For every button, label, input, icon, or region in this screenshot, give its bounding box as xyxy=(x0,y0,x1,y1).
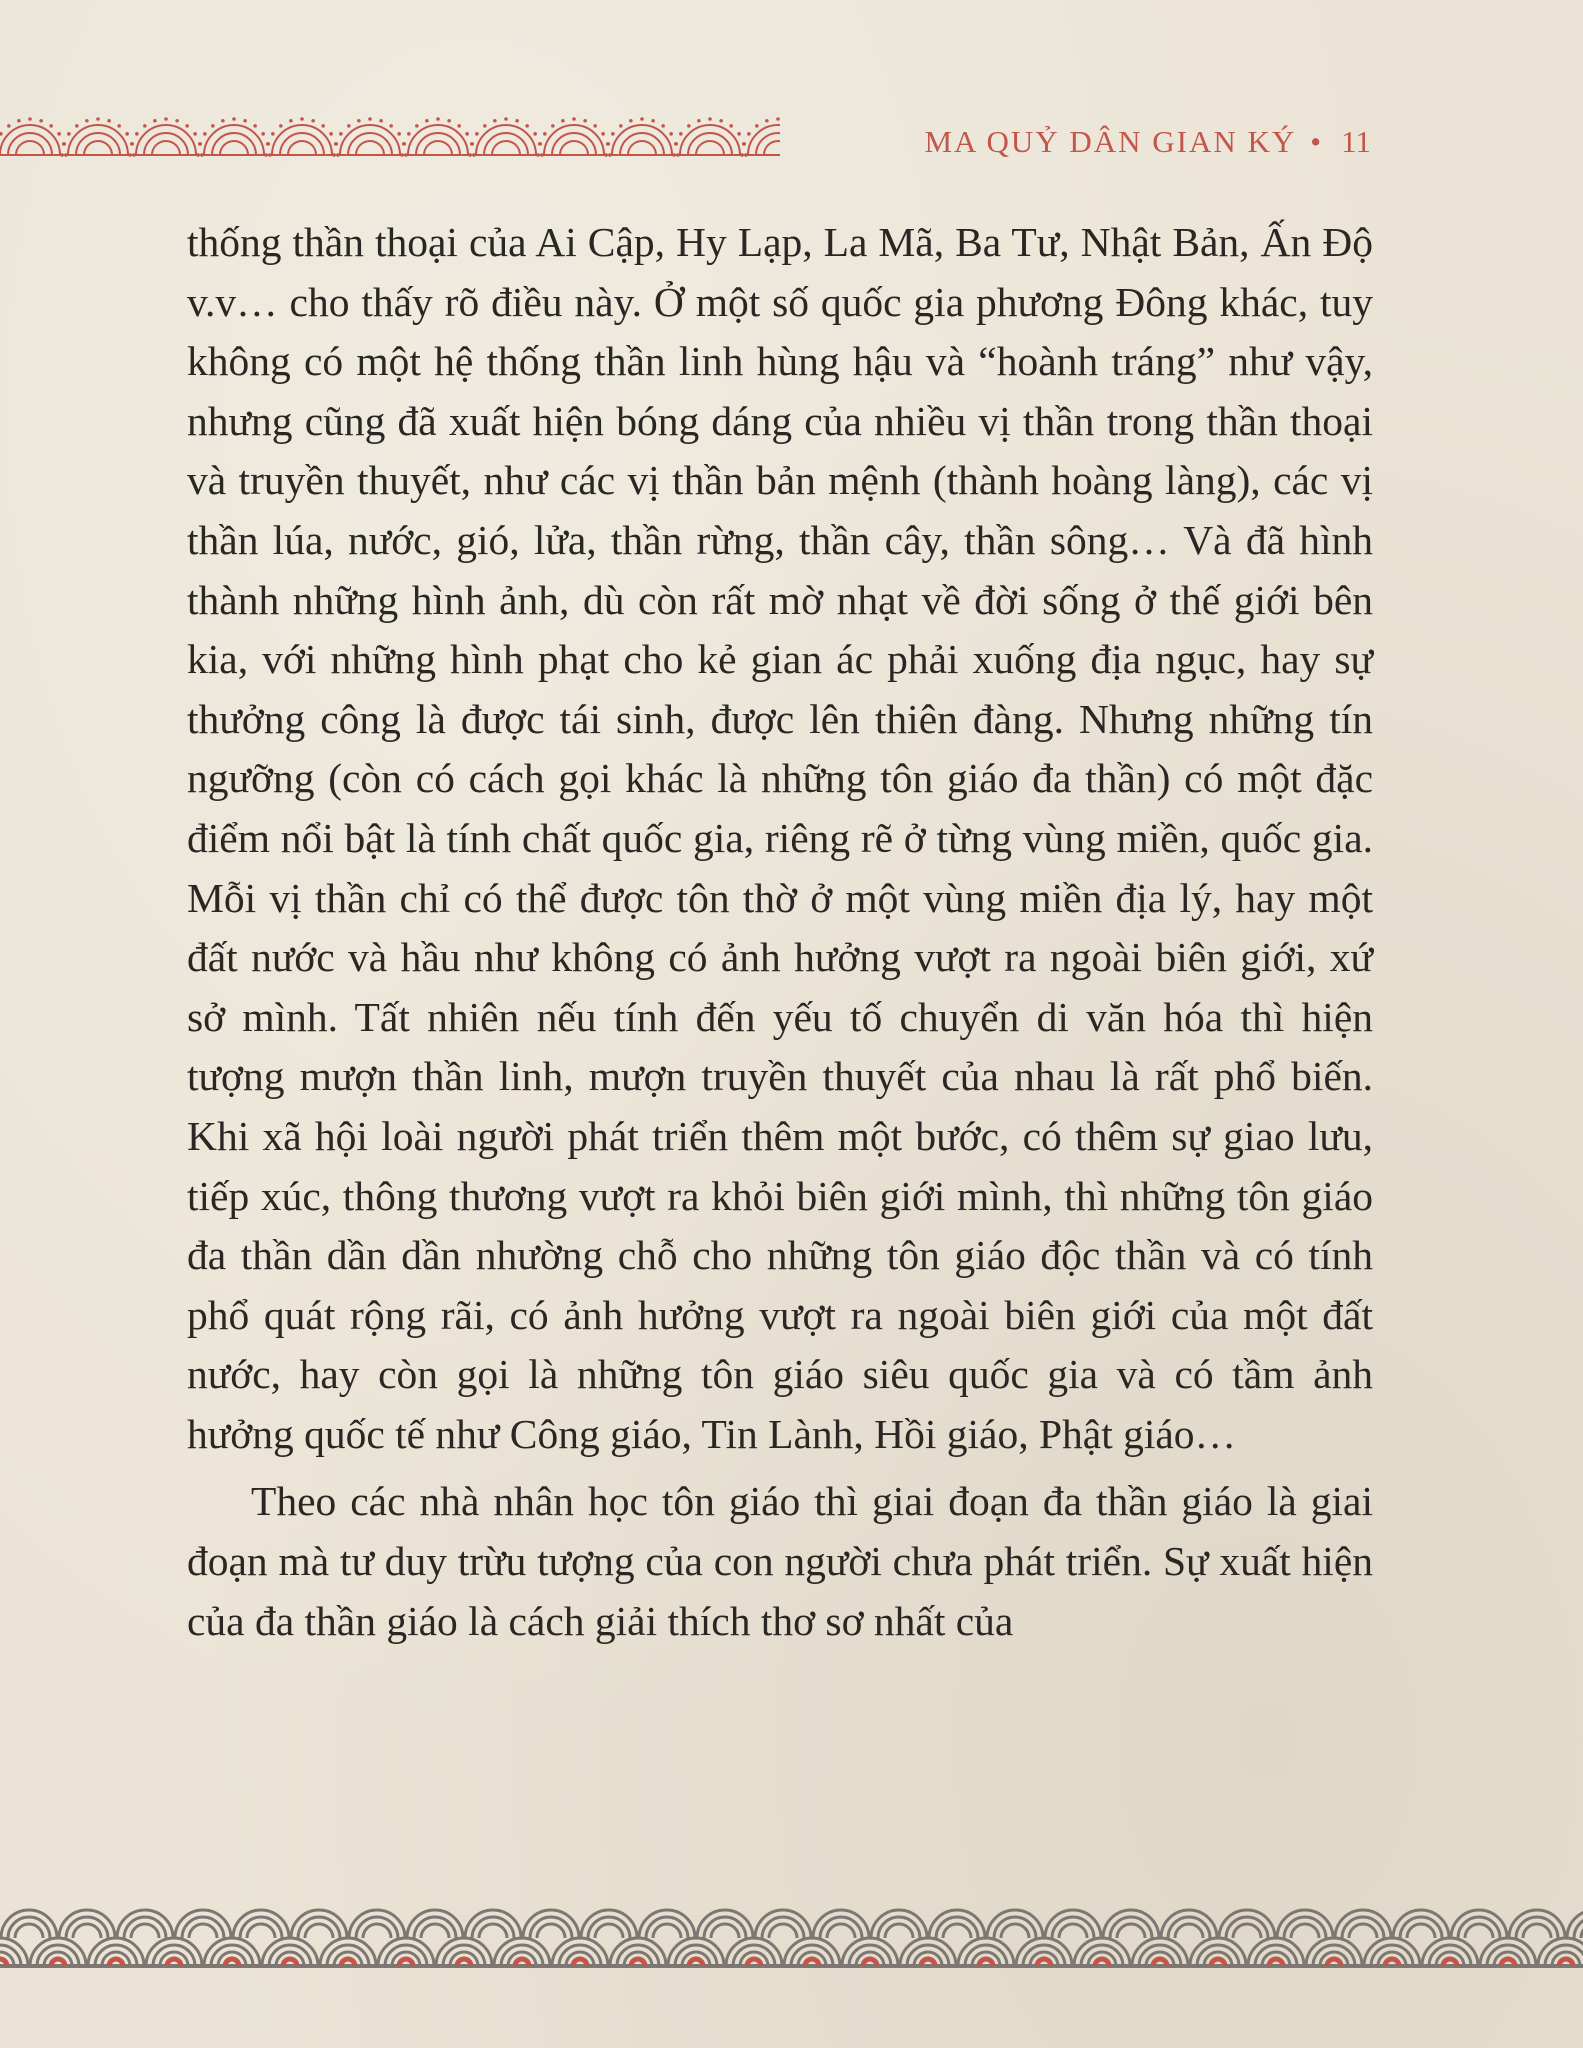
header-ornament xyxy=(0,100,780,170)
body-text xyxy=(187,213,1373,1651)
footer-ornament xyxy=(0,1880,1583,1980)
running-header xyxy=(924,124,1371,160)
book-title: MA QUỶ DÂN GIAN KÝ xyxy=(924,124,1297,159)
header-bullet: • xyxy=(1310,124,1324,159)
paragraph: Theo các nhà nhân học tôn giáo thì giai đoạn đa thần giáo là giai đoạn mà tư duy trừu tượng của con người chưa phát triển. Sự xuất hiện của đa thần giáo là cách giải thích thơ sơ nhất của xyxy=(187,1478,1373,1644)
page-number: 11 xyxy=(1341,124,1371,159)
paragraph: thống thần thoại của Ai Cập, Hy Lạp, La Mã, Ba Tư, Nhật Bản, Ấn Độ v.v… cho thấy rõ điều này. Ở một số quốc gia phương Đông khác, tuy không có một hệ thống thần linh hùng hậu và “hoành tráng” như vậy, nhưng cũng đã xuất hiện bóng dáng của nhiều vị thần trong thần thoại và truyền thuyết, như các vị thần bản mệnh (thành hoàng làng), các vị thần lúa, nước, gió, lửa, thần rừng, thần cây, thần sông… Và đã hình thành những hình ảnh, dù còn rất mờ nhạt về đời sống ở thế giới bên kia, với những hình phạt cho kẻ gian ác phải xuống địa ngục, hay sự thưởng công là được tái sinh, được lên thiên đàng. Nhưng những tín ngưỡng (còn có cách gọi khác là những tôn giáo đa thần) có một đặc điểm nổi bật là tính chất quốc gia, riêng rẽ ở từng vùng miền, quốc gia. Mỗi vị thần chỉ có thể được tôn thờ ở một vùng miền địa lý, hay một đất nước và hầu như không có ảnh hưởng vượt ra ngoài biên giới, xứ sở mình. Tất nhiên nếu tính đến yếu tố chuyển di văn hóa thì hiện tượng mượn thần linh, mượn truyền thuyết của nhau là rất phổ biến. Khi xã hội loài người phát triển thêm một bước, có thêm sự giao lưu, tiếp xúc, thông thương vượt ra khỏi biên giới mình, thì những tôn giáo đa thần dần dần nhường chỗ cho những tôn giáo độc thần và có tính phổ quát rộng rãi, có ảnh hưởng vượt ra ngoài biên giới của một đất nước, hay còn gọi là những tôn giáo siêu quốc gia và có tầm ảnh hưởng quốc tế như Công giáo, Tin Lành, Hồi giáo, Phật giáo… xyxy=(187,219,1373,1457)
